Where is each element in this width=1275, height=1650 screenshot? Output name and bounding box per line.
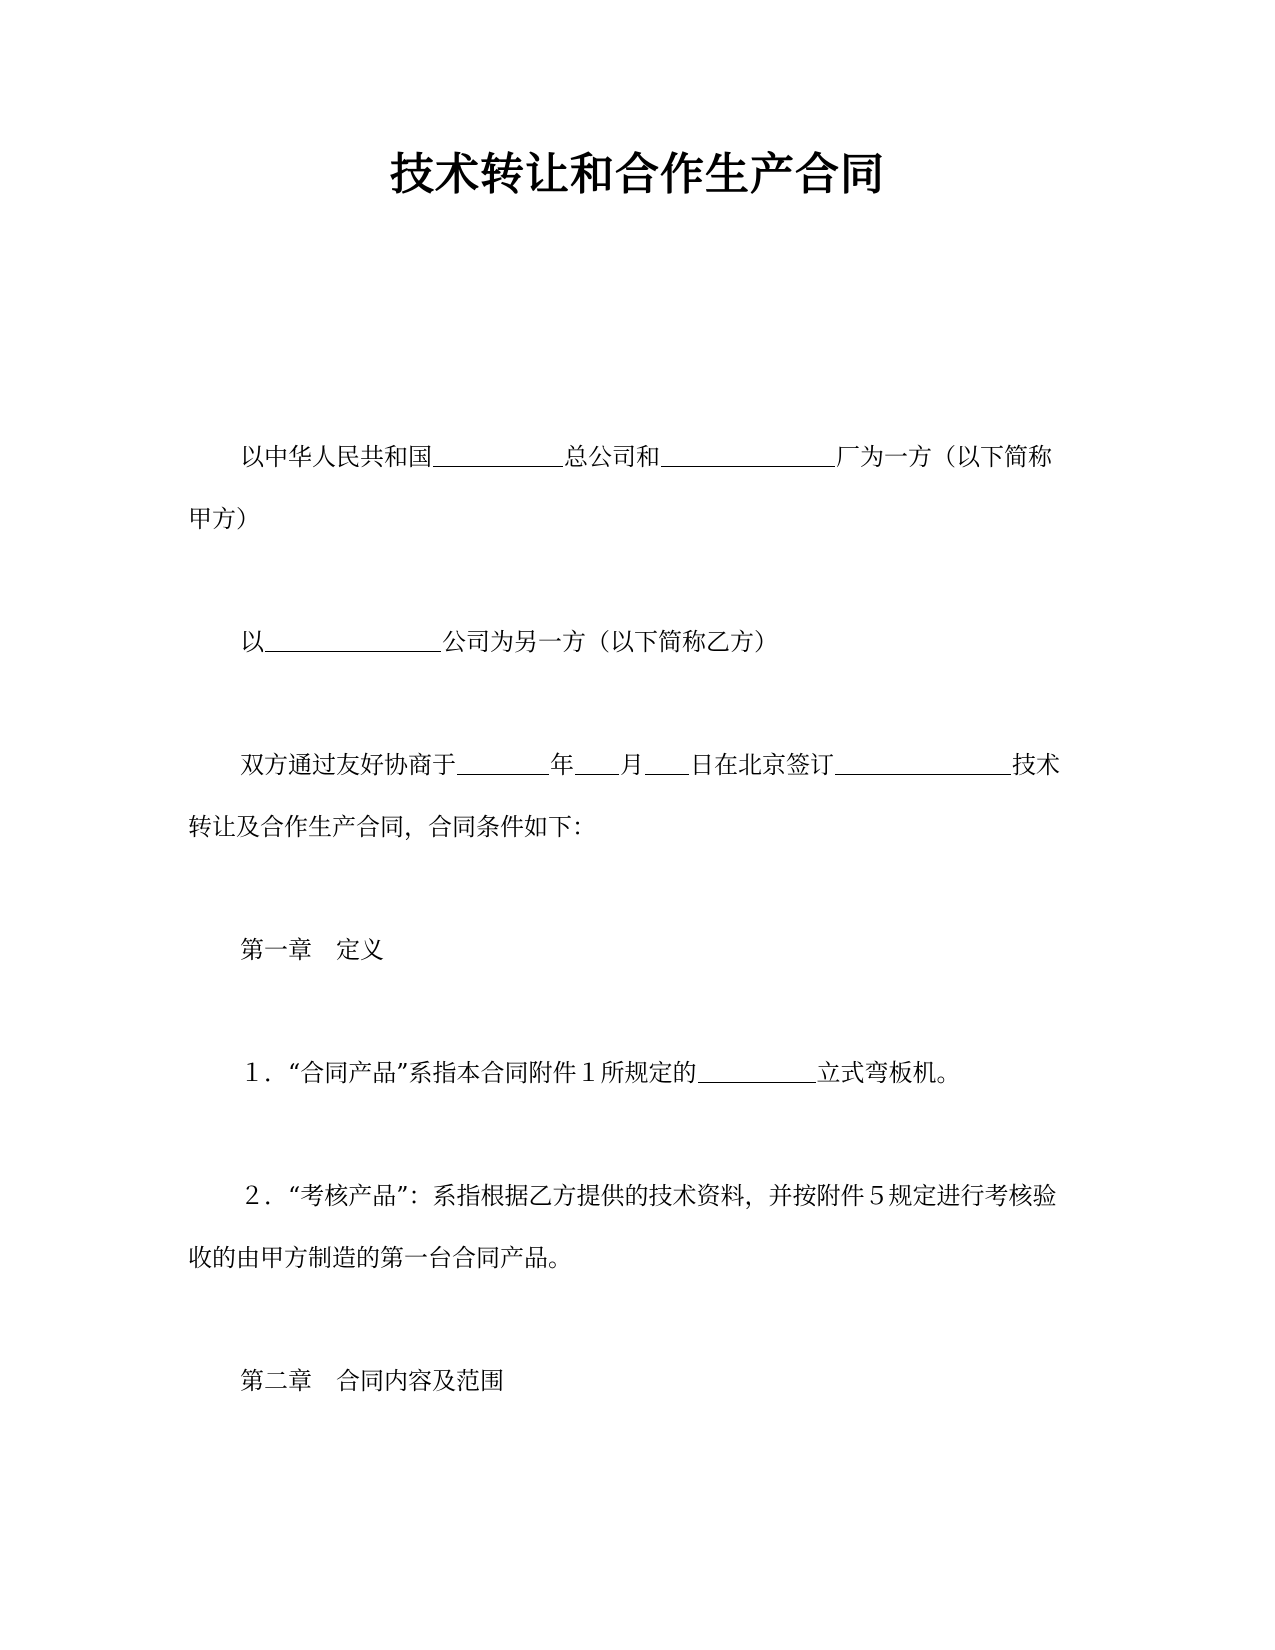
- blank-field-company: [265, 627, 441, 652]
- text-segment: 年: [550, 751, 574, 779]
- blank-field-month: [575, 750, 619, 775]
- blank-field-year: [457, 750, 549, 775]
- text-segment: 月: [620, 751, 644, 779]
- blank-field-parent-company: [433, 442, 563, 467]
- paragraph-signing-line2: [188, 811, 596, 843]
- blank-field-factory: [661, 442, 835, 467]
- document-title: 技术转让和合作生产合同: [390, 149, 885, 200]
- definition-item-1: [240, 1057, 961, 1089]
- paragraph-party-b: [240, 626, 778, 658]
- chapter-heading-2: 第二章 合同内容及范围: [240, 1367, 504, 1395]
- paragraph-party-a-line1: [240, 441, 1052, 473]
- text-segment: 以: [240, 628, 264, 656]
- text-segment: １．“合同产品”系指本合同附件１所规定的: [240, 1059, 697, 1087]
- definition-item-2-line1: ２．“考核产品”：系指根据乙方提供的技术资料，并按附件５规定进行考核验: [240, 1182, 1057, 1210]
- paragraph-party-a-line2: [188, 503, 260, 535]
- text-segment: 日在北京签订: [690, 751, 834, 779]
- text-segment: 厂为一方（以下简称: [836, 443, 1052, 471]
- text-segment: 转让及合作生产合同，合同条件如下：: [188, 813, 596, 841]
- blank-field-contract-name: [835, 750, 1011, 775]
- text-segment: 甲方）: [188, 505, 260, 533]
- definition-item-2-line2: 收的由甲方制造的第一台合同产品。: [188, 1244, 572, 1272]
- text-segment: 总公司和: [564, 443, 660, 471]
- text-segment: 立式弯板机。: [816, 1059, 961, 1087]
- text-segment: 技术: [1012, 751, 1060, 779]
- text-segment: 以中华人民共和国: [240, 443, 432, 471]
- text-segment: 公司为另一方（以下简称乙方）: [442, 628, 778, 656]
- blank-field-product-model: [698, 1058, 816, 1083]
- paragraph-signing-line1: [240, 749, 1060, 781]
- chapter-heading-1: 第一章 定义: [240, 936, 384, 964]
- text-segment: 双方通过友好协商于: [240, 751, 456, 779]
- blank-field-day: [645, 750, 689, 775]
